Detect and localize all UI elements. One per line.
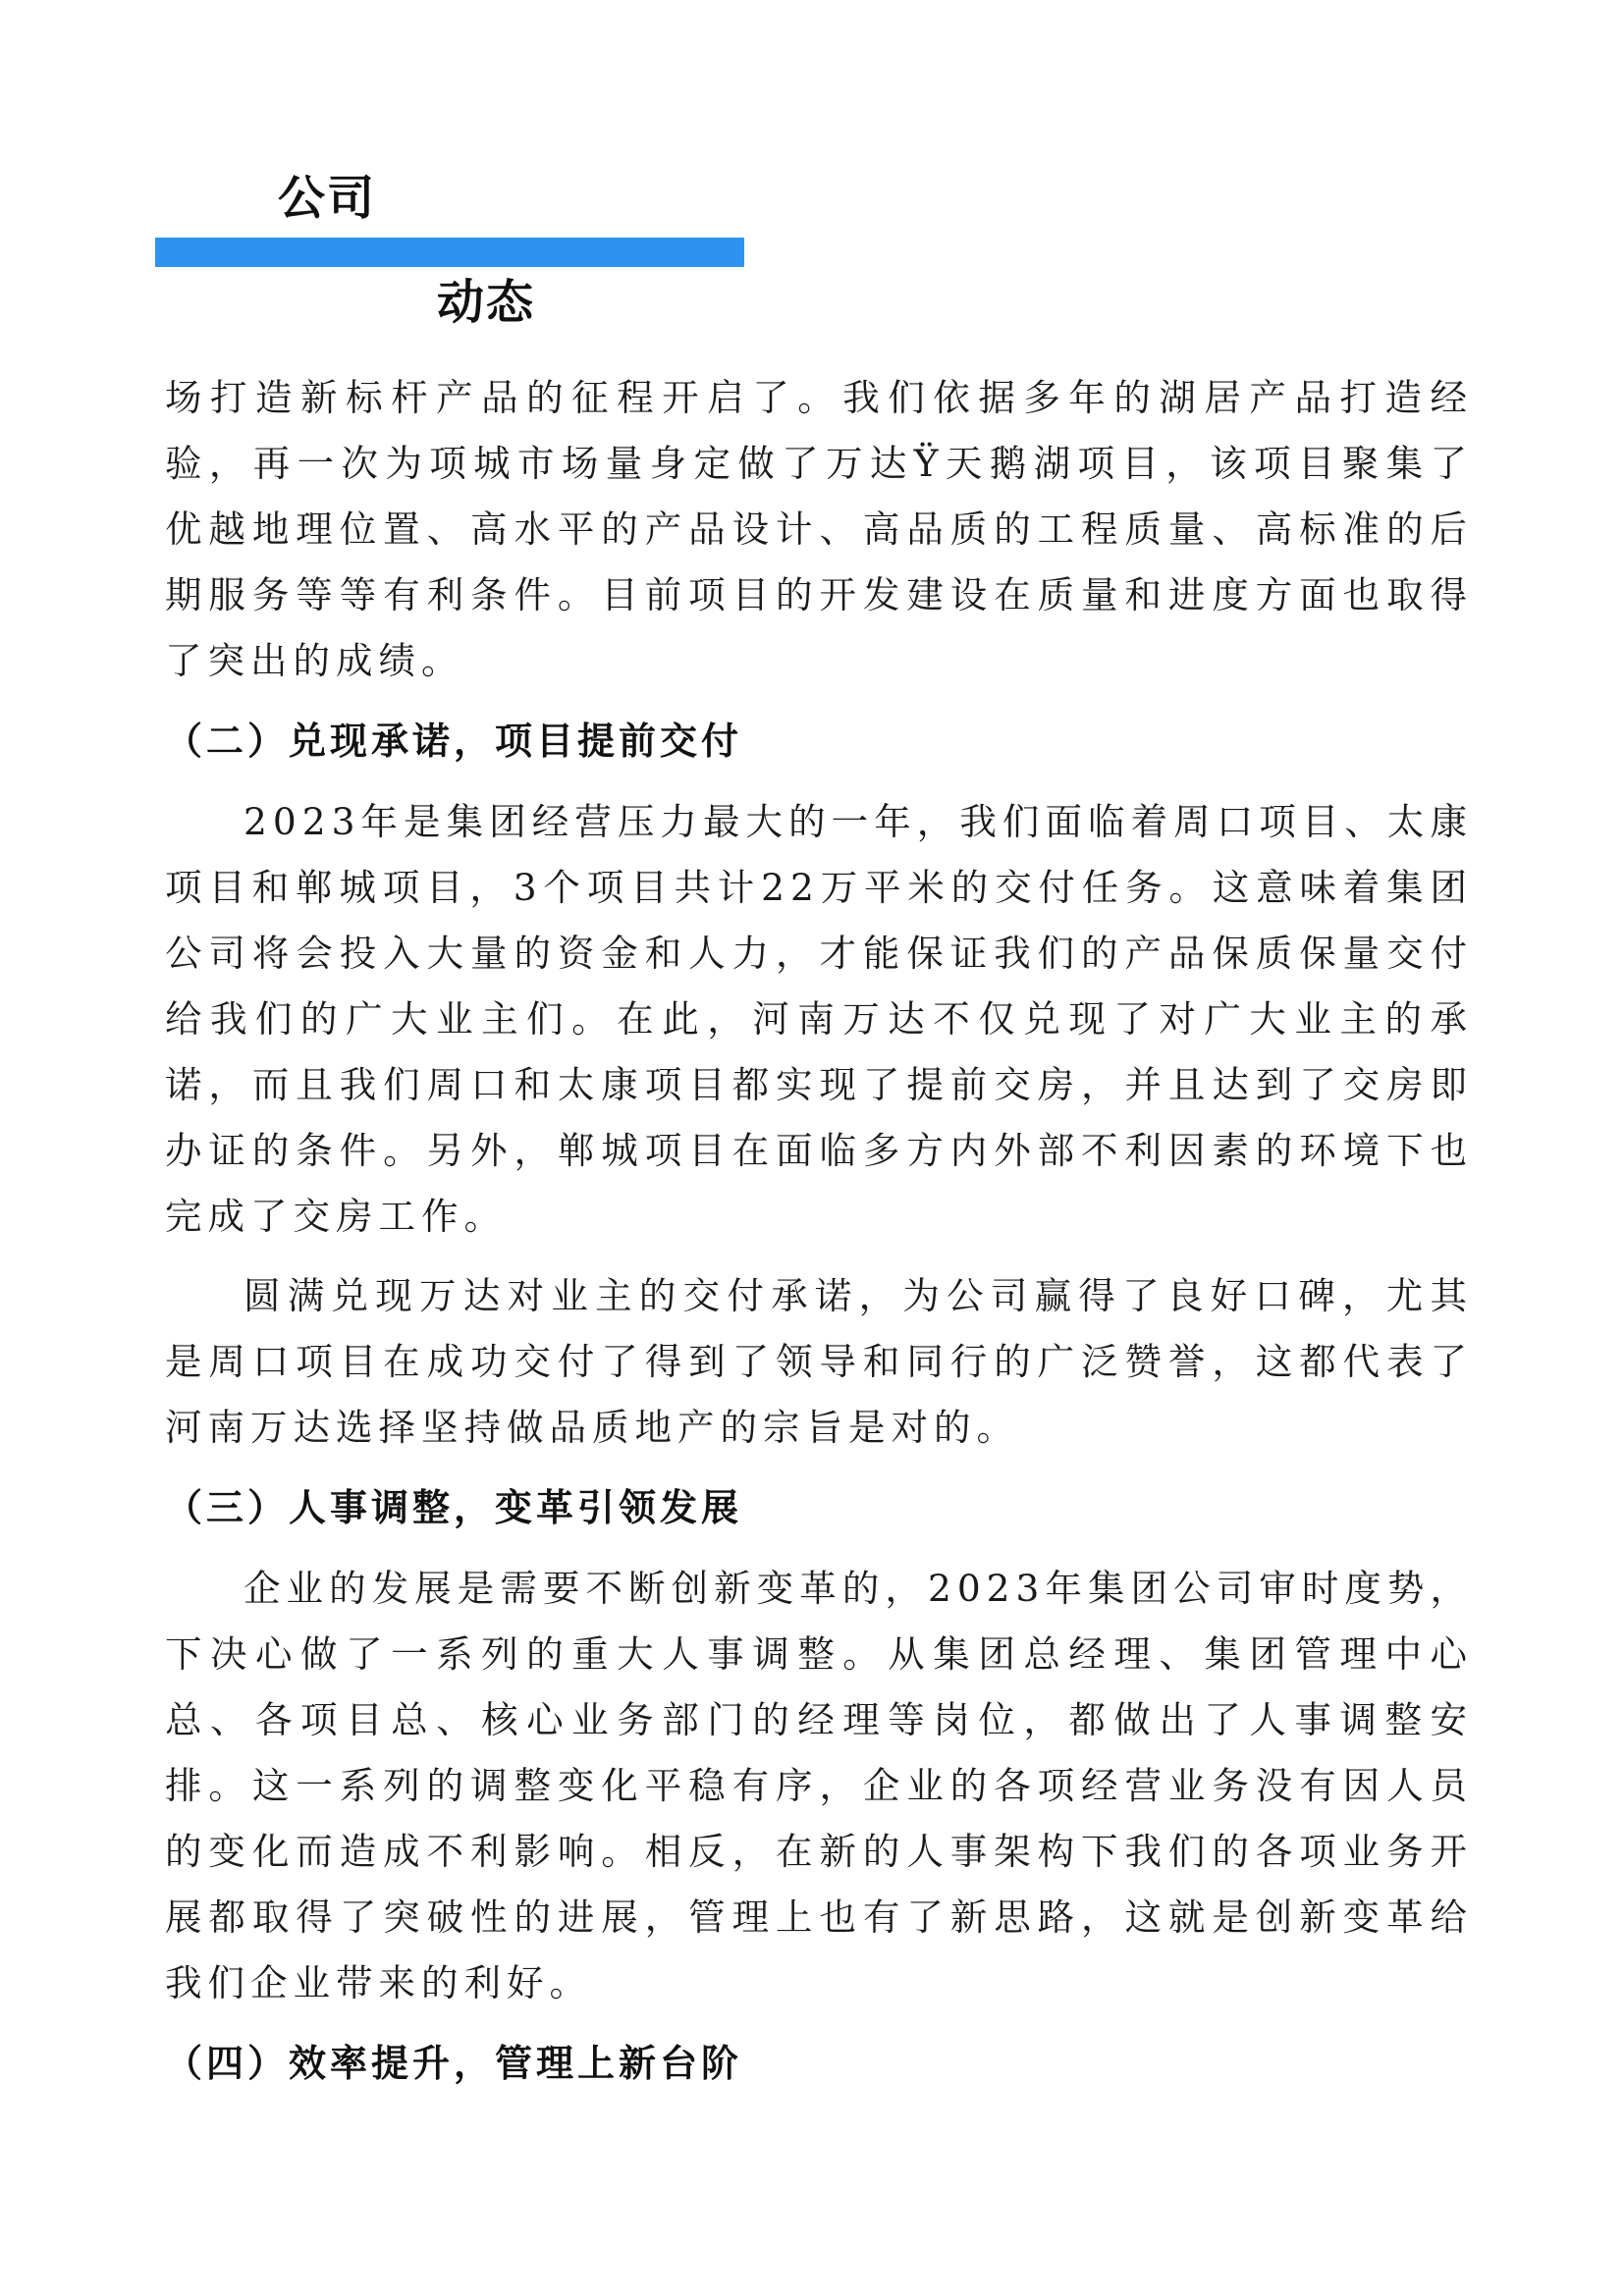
section-heading-personnel: （三）人事调整，变革引领发展 xyxy=(165,1485,743,1529)
header-accent-bar xyxy=(155,238,744,267)
paragraph-personnel: 企业的发展是需要不断创新变革的，2023年集团公司审时度势，下决心做了一系列的重大人事调整。从集团总经理、集团管理中心总、各项目总、核心业务部门的经理等岗位，都做出了人事调整安排。这一系列的调整变化平稳有序，企业的各项经营业务没有因人员的变化而造成不利影响。相反，在新的人事架构下我们的各项业务开展都取得了突破性的进展，管理上也有了新思路，这就是创新变革给我们企业带来的利好。 xyxy=(165,1567,1473,2004)
section-heading-efficiency: （四）效率提升，管理上新台阶 xyxy=(165,2041,743,2085)
paragraph-project-intro: 场打造新标杆产品的征程开启了。我们依据多年的湖居产品打造经验，再一次为项城市场量身定做了万达Ÿ天鹅湖项目，该项目聚集了优越地理位置、高水平的产品设计、高品质的工程质量、高标准的后期服务等等有利条件。目前项目的开发建设在质量和进度方面也取得了突出的成绩。 xyxy=(165,376,1473,682)
article-body xyxy=(165,365,1473,2111)
paragraph-delivery: 2023年是集团经营压力最大的一年，我们面临着周口项目、太康项目和郸城项目，3个项目共计22万平米的交付任务。这意味着集团公司将会投入大量的资金和人力，才能保证我们的产品保质保量交付给我们的广大业主们。在此，河南万达不仅兑现了对广大业主的承诺，而且我们周口和太康项目都实现了提前交房，并且达到了交房即办证的条件。另外，郸城项目在面临多方内外部不利因素的环境下也完成了交房工作。 xyxy=(165,800,1473,1238)
header-title-dongtai: 动态 xyxy=(437,275,536,330)
paragraph-reputation: 圆满兑现万达对业主的交付承诺，为公司赢得了良好口碑，尤其是周口项目在成功交付了得到了领导和同行的广泛赞誉，这都代表了河南万达选择坚持做品质地产的宗旨是对的。 xyxy=(165,1274,1473,1449)
header-title-gongsi: 公司 xyxy=(278,171,377,226)
section-heading-delivery: （二）兑现承诺，项目提前交付 xyxy=(165,719,743,763)
